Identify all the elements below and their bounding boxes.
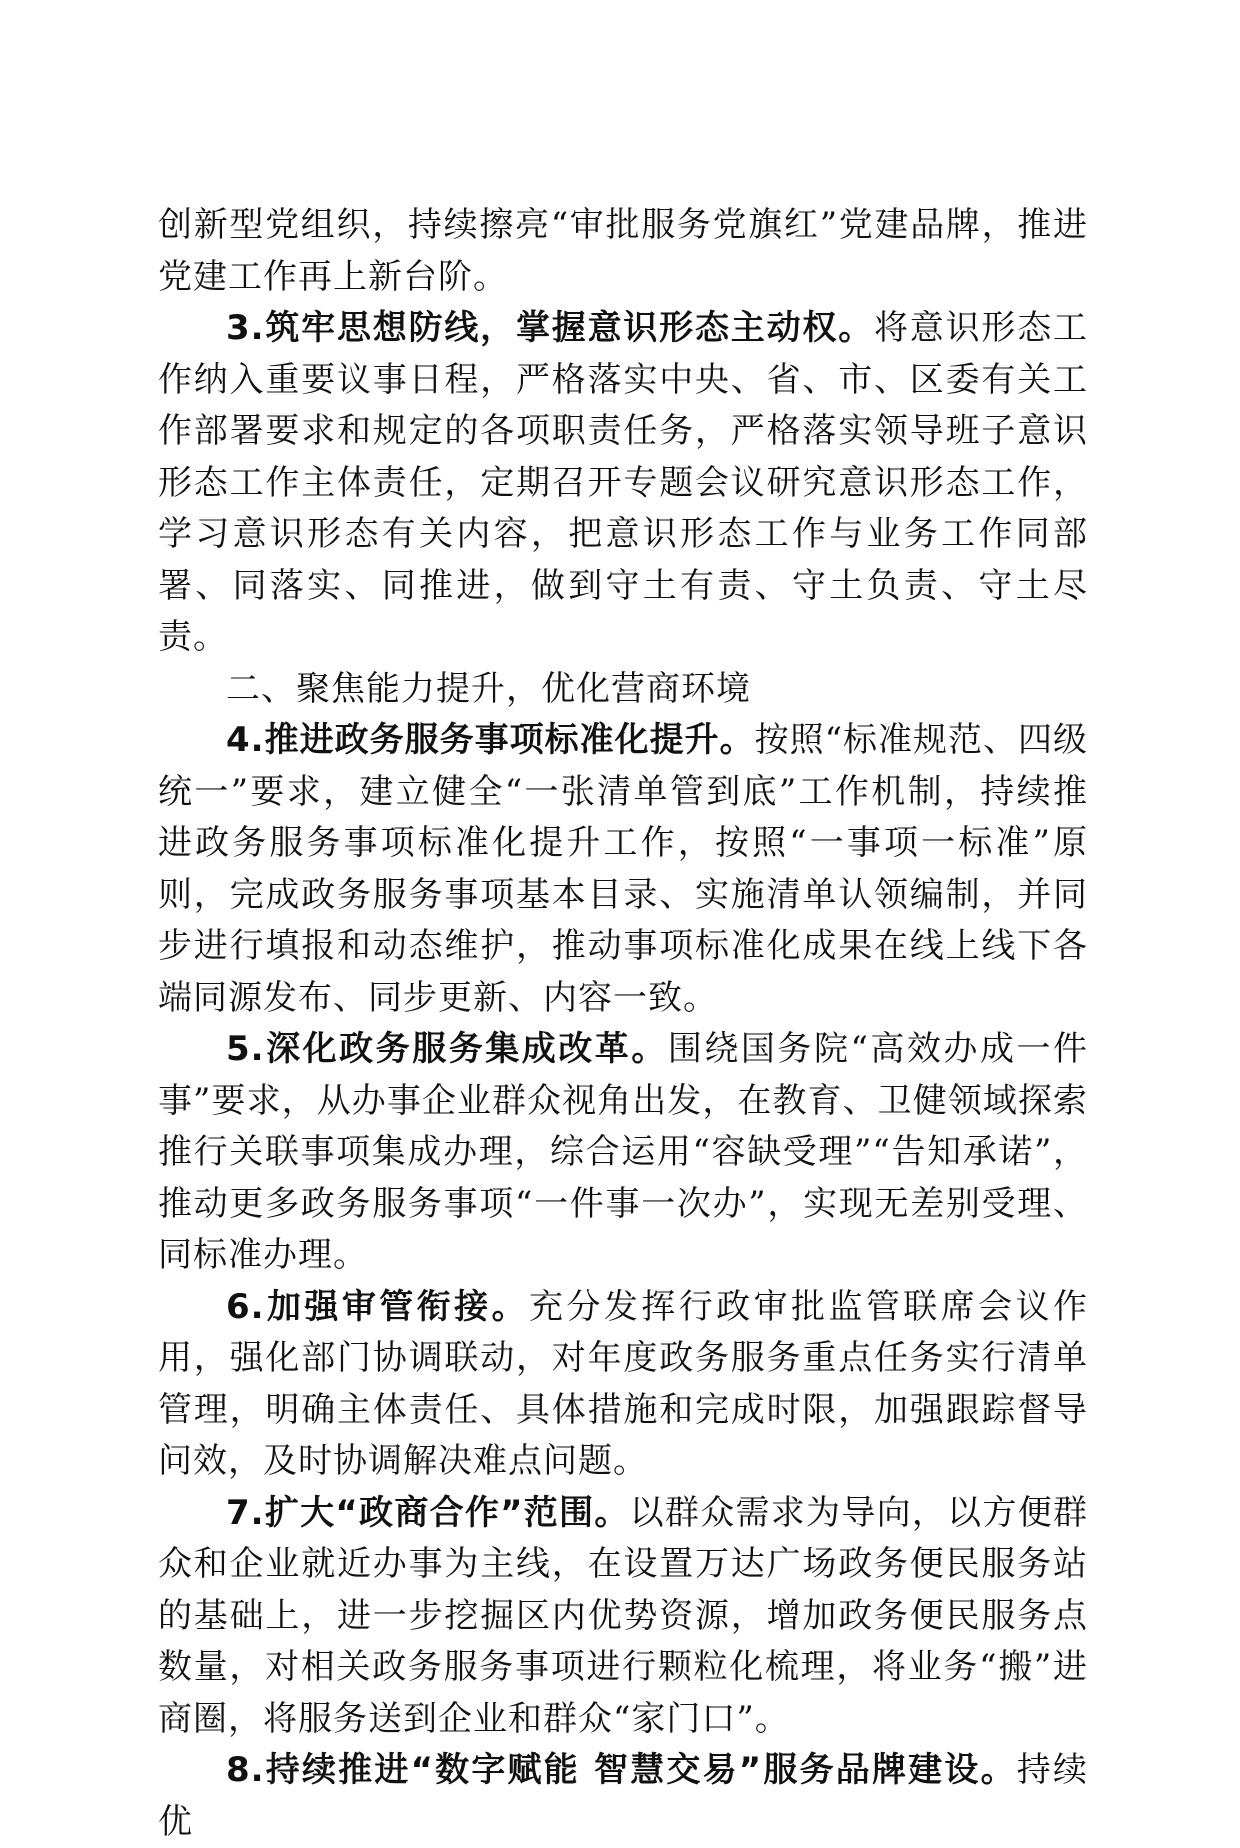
paragraph-heading: 5.深化政务服务集成改革。 [226,1029,668,1069]
paragraph-body: 充分发挥行政审批监管联席会议作用，强化部门协调联动，对年度政务服务重点任务实行清单管理，明确主体责任、具体措施和完成时限，加强跟踪督导问效，及时协调解决难点问题。 [158,1286,1088,1481]
paragraph-heading: 6.加强审管衔接。 [226,1286,529,1327]
paragraph-body: 创新型党组织，持续擦亮“审批服务党旗红”党建品牌，推进党建工作再上新台阶。 [158,205,1088,297]
paragraph-heading: 3.筑牢思想防线，掌握意识形态主动权。 [226,308,874,348]
paragraph-body: 以群众需求为导向，以方便群众和企业就近办事为主线，在设置万达广场政务便民服务站的基础上，进一步挖掘区内优势资源，增加政务便民服务点数量，对相关政务服务事项进行颗粒化梳理，将业务“搬”进商圈，将服务送到企业和群众“家门口”。 [158,1492,1089,1739]
paragraph-body: 持续优 [158,1750,1089,1842]
paragraph-heading: 8.持续推进“数字赋能 智慧交易”服务品牌建设。 [226,1750,1017,1790]
paragraph-item-3 [158,303,1088,664]
paragraph-item-5 [158,1024,1088,1282]
paragraph-body: 按照“标准规范、四级统一”要求，建立健全“一张清单管到底”工作机制，持续推进政务服务事项标准化提升工作，按照“一事项一标准”原则，完成政务服务事项基本目录、实施清单认领编制，并同步进行填报和动态维护，推动事项标准化成果在线上线下各端同源发布、同步更新、内容一致。 [158,720,1088,1018]
paragraph-item-6 [158,1282,1088,1488]
paragraph-continuation [158,200,1088,303]
section-title [158,664,1088,716]
section-title-text: 二、聚焦能力提升，优化营商环境 [226,668,751,709]
paragraph-item-7 [158,1488,1088,1746]
paragraph-heading: 4.推进政务服务事项标准化提升。 [226,720,755,760]
document-page [158,200,1088,1848]
paragraph-item-8 [158,1745,1088,1848]
paragraph-body: 围绕国务院“高效办成一件事”要求，从办事企业群众视角出发，在教育、卫健领域探索推行关联事项集成办理，综合运用“容缺受理”“告知承诺”，推动更多政务服务事项“一件事一次办”，实现无差别受理、同标准办理。 [158,1029,1088,1275]
paragraph-body: 将意识形态工作纳入重要议事日程，严格落实中央、省、市、区委有关工作部署要求和规定的各项职责任务，严格落实领导班子意识形态工作主体责任，定期召开专题会议研究意识形态工作，学习意识形态有关内容，把意识形态工作与业务工作同部署、同落实、同推进，做到守土有责、守土负责、守土尽责。 [158,308,1089,657]
paragraph-item-4 [158,715,1088,1024]
paragraph-heading: 7.扩大“政商合作”范围。 [226,1492,630,1533]
